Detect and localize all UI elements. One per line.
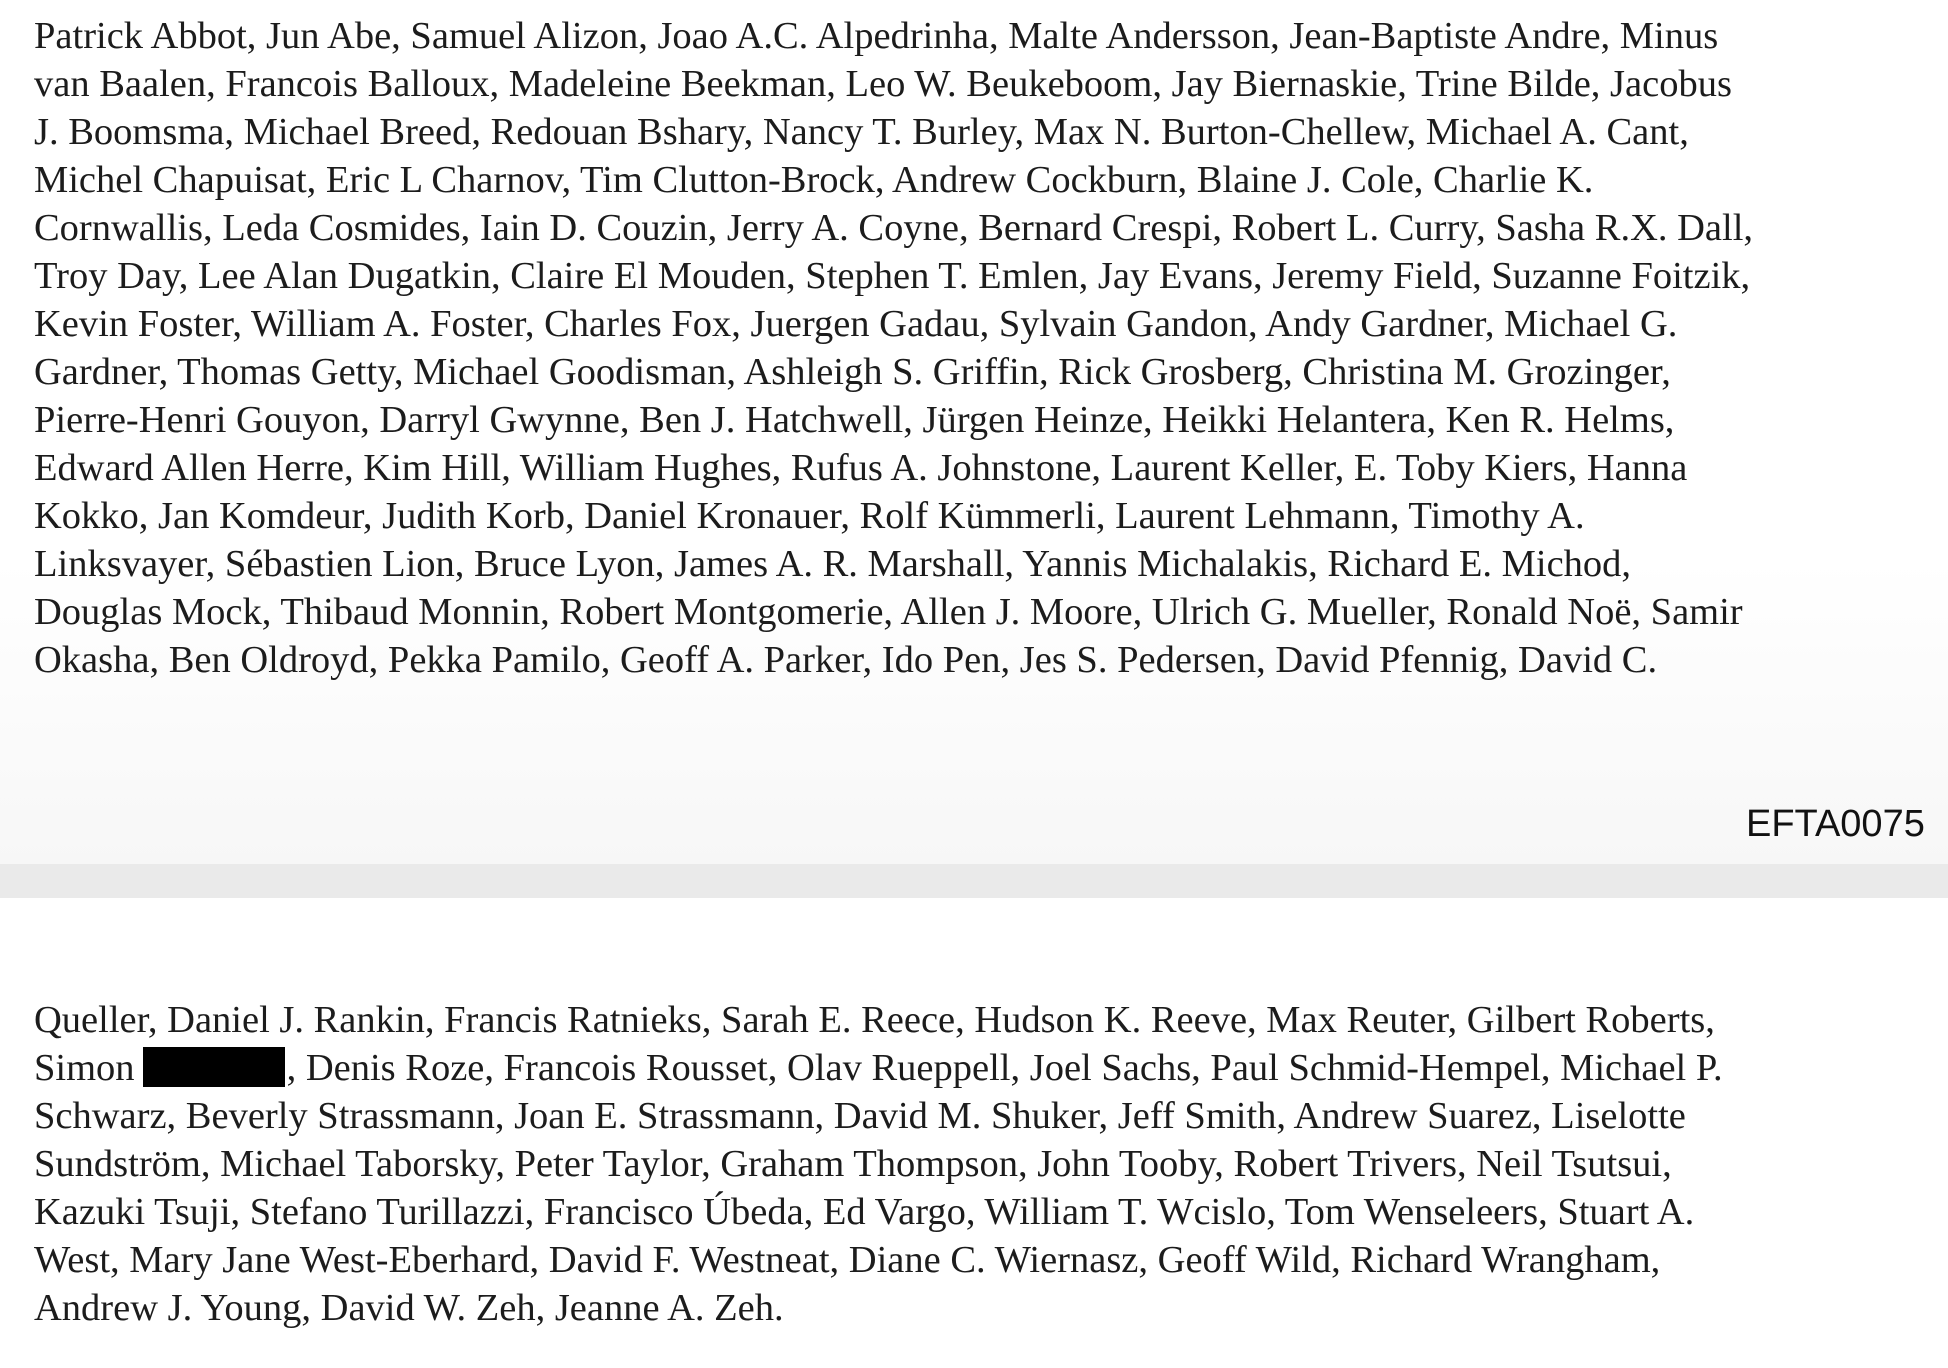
text-line: Patrick Abbot, Jun Abe, Samuel Alizon, Joao A.C. Alpedrinha, Malte Andersson, Jean-Baptiste Andre, Minus (34, 15, 1719, 57)
document-id-stamp: EFTA0075 (1746, 803, 1925, 845)
text-line: van Baalen, Francois Balloux, Madeleine Beekman, Leo W. Beukeboom, Jay Biernaskie, Trine Bilde, Jacobus (34, 63, 1732, 105)
text-line: Edward Allen Herre, Kim Hill, William Hughes, Rufus A. Johnstone, Laurent Keller, E. Toby Kiers, Hanna (34, 447, 1688, 489)
text-line: Sundström, Michael Taborsky, Peter Taylor, Graham Thompson, John Tooby, Robert Trivers, Neil Tsutsui, (34, 1143, 1672, 1185)
text-line: Queller, Daniel J. Rankin, Francis Ratnieks, Sarah E. Reece, Hudson K. Reeve, Max Reuter, Gilbert Roberts, (34, 999, 1715, 1041)
page-separator (0, 864, 1948, 898)
text-line-with-redaction (34, 1044, 1723, 1092)
text-line: Schwarz, Beverly Strassmann, Joan E. Strassmann, David M. Shuker, Jeff Smith, Andrew Suarez, Liselotte (34, 1095, 1686, 1137)
author-list-part-1 (34, 12, 1753, 684)
text-line: Douglas Mock, Thibaud Monnin, Robert Montgomerie, Allen J. Moore, Ulrich G. Mueller, Ronald Noë, Samir (34, 591, 1743, 633)
document-page-bottom (0, 898, 1948, 1368)
text-line: Kazuki Tsuji, Stefano Turillazzi, Francisco Úbeda, Ed Vargo, William T. Wcislo, Tom Wenseleers, Stuart A. (34, 1191, 1695, 1233)
text-line: Gardner, Thomas Getty, Michael Goodisman, Ashleigh S. Griffin, Rick Grosberg, Christina M. Grozinger, (34, 351, 1671, 393)
text-line: J. Boomsma, Michael Breed, Redouan Bshary, Nancy T. Burley, Max N. Burton-Chellew, Michael A. Cant, (34, 111, 1689, 153)
text-line: Linksvayer, Sébastien Lion, Bruce Lyon, James A. R. Marshall, Yannis Michalakis, Richard E. Michod, (34, 543, 1632, 585)
redaction-block (143, 1047, 285, 1087)
text-line: Okasha, Ben Oldroyd, Pekka Pamilo, Geoff A. Parker, Ido Pen, Jes S. Pedersen, David Pfennig, David C. (34, 639, 1658, 681)
text-line: Cornwallis, Leda Cosmides, Iain D. Couzin, Jerry A. Coyne, Bernard Crespi, Robert L. Curry, Sasha R.X. Dall, (34, 207, 1754, 249)
text-fragment: , Denis Roze, Francois Rousset, Olav Rueppell, Joel Sachs, Paul Schmid-Hempel, Michael P. (286, 1047, 1723, 1089)
text-line: Andrew J. Young, David W. Zeh, Jeanne A. Zeh. (34, 1287, 784, 1329)
author-list-part-2 (34, 996, 1723, 1332)
text-line: Kokko, Jan Komdeur, Judith Korb, Daniel Kronauer, Rolf Kümmerli, Laurent Lehmann, Timothy A. (34, 495, 1585, 537)
text-line: West, Mary Jane West-Eberhard, David F. Westneat, Diane C. Wiernasz, Geoff Wild, Richard Wrangham, (34, 1239, 1661, 1281)
text-line: Troy Day, Lee Alan Dugatkin, Claire El Mouden, Stephen T. Emlen, Jay Evans, Jeremy Field, Suzanne Foitzik, (34, 255, 1751, 297)
text-line: Kevin Foster, William A. Foster, Charles Fox, Juergen Gadau, Sylvain Gandon, Andy Gardner, Michael G. (34, 303, 1678, 345)
text-fragment: Simon (34, 1047, 135, 1089)
text-line: Pierre-Henri Gouyon, Darryl Gwynne, Ben J. Hatchwell, Jürgen Heinze, Heikki Helantera, Ken R. Helms, (34, 399, 1675, 441)
text-line: Michel Chapuisat, Eric L Charnov, Tim Clutton-Brock, Andrew Cockburn, Blaine J. Cole, Charlie K. (34, 159, 1594, 201)
